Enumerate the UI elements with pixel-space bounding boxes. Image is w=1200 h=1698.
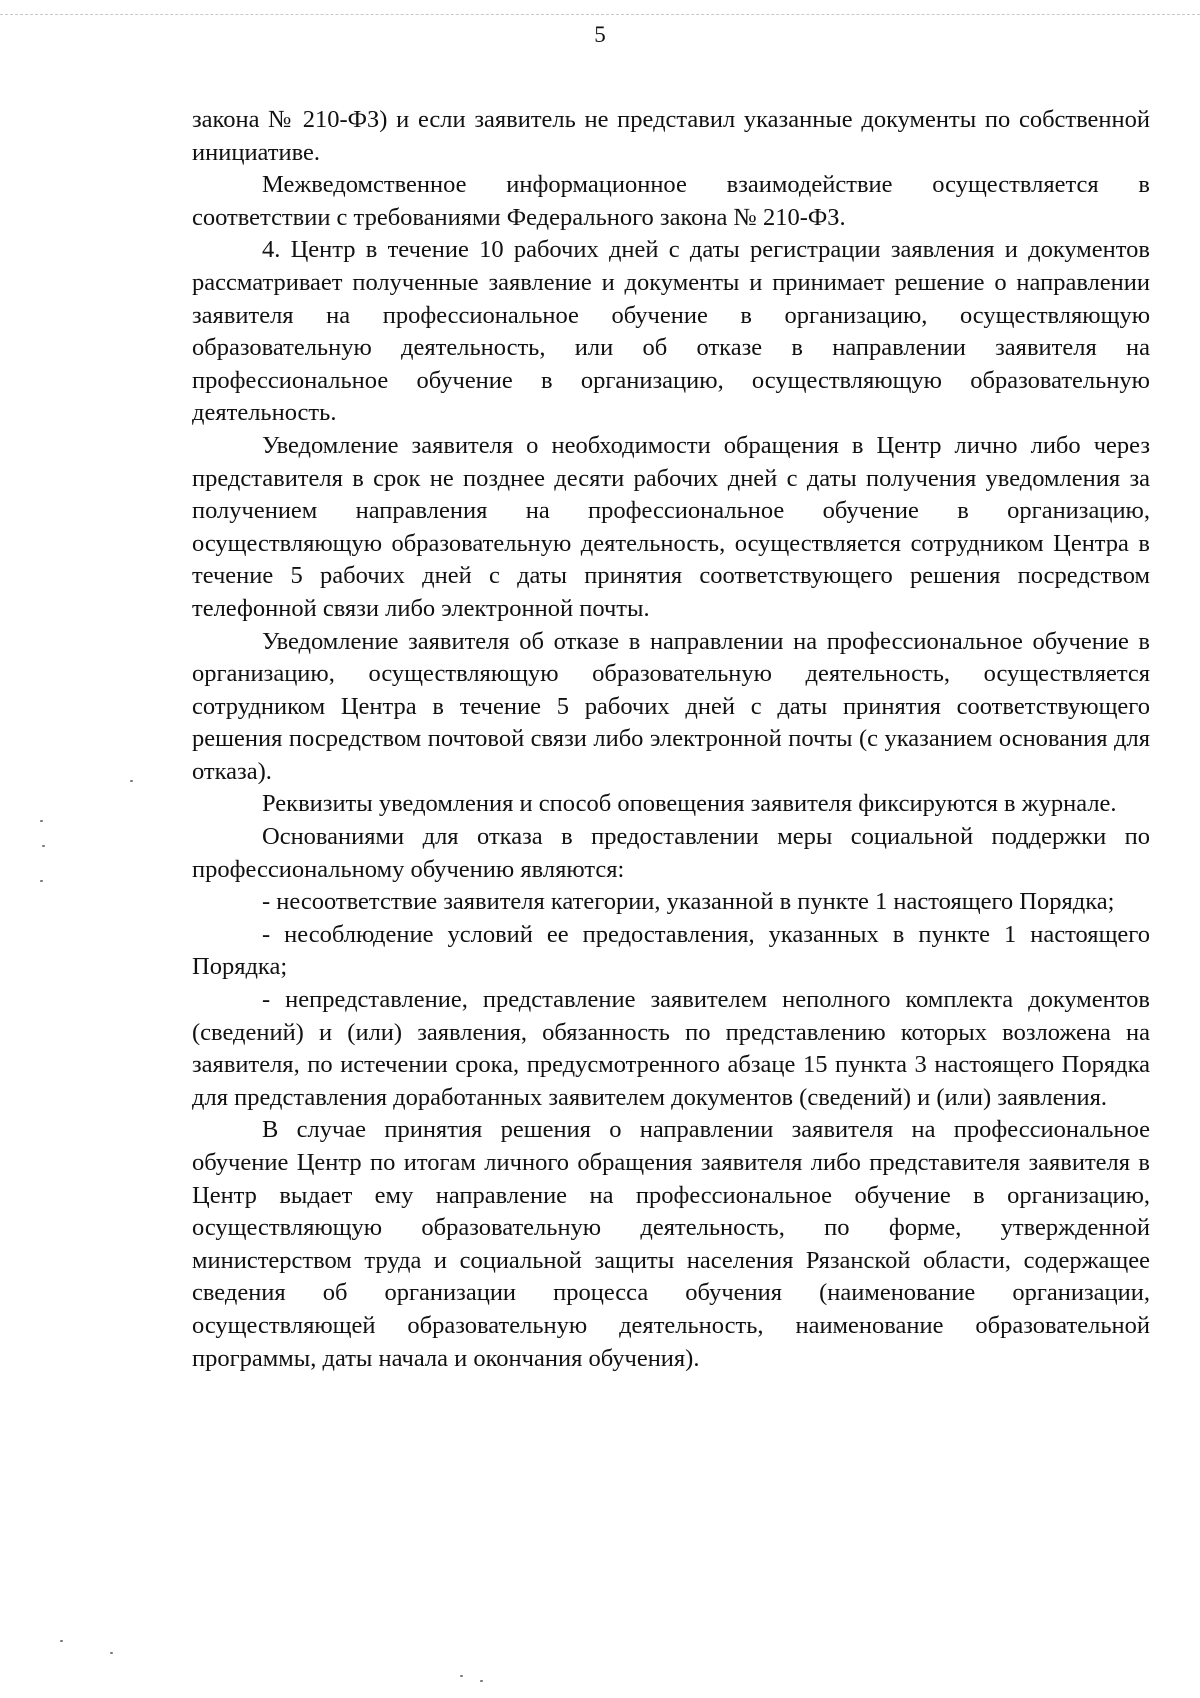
scan-speck: [40, 880, 43, 882]
scan-speck: [480, 1680, 483, 1682]
scan-top-edge: [0, 14, 1200, 15]
paragraph-journal-record: Реквизиты уведомления и способ оповещения заявителя фиксируются в журнале.: [262, 790, 1117, 818]
list-item-conditions-violation: - несоблюдение условий ее предоставления, указанных в пункте 1 настоящего Порядка;: [192, 920, 1150, 981]
paragraph-notification-contact: Уведомление заявителя о необходимости обращения в Центр лично либо через представителя в срок не позднее десяти рабочих дней с даты получения уведомления за получением направления на профессиональное обучение в организацию, осуществляющую образовательную деятельность, осуществляется сотрудником Центра в течение 5 рабочих дней с даты принятия соответствующего решения посредством телефонной связи либо электронной почты.: [192, 431, 1150, 622]
paragraph-interagency-interaction: Межведомственное информационное взаимодействие осуществляется в соответствии с требованиями Федерального закона № 210-ФЗ.: [192, 171, 1150, 231]
paragraph-law-reference: закона № 210-ФЗ) и если заявитель не представил указанные документы по собственной инициативе.: [192, 106, 1150, 166]
page-number: 5: [594, 22, 606, 47]
paragraph-refusal-grounds: Основаниями для отказа в предоставлении меры социальной поддержки по профессиональному обучению являются:: [192, 823, 1150, 883]
list-item-documents-missing: - непредставление, представление заявителем неполного комплекта документов (сведений) и (или) заявления, обязанность по представлению которых возложена на заявителя, по истечении срока, предусмотренного абзаце 15 пункта 3 настоящего Порядка для представления доработанных заявителем документов (сведений) и (или) заявления.: [192, 986, 1150, 1111]
paragraph-referral-issuance: В случае принятия решения о направлении заявителя на профессиональное обучение Центр по итогам личного обращения заявителя либо представителя заявителя в Центр выдает ему направление на профессиональное обучение в организацию, осуществляющую образовательную деятельность, по форме, утвержденной министерством труда и социальной защиты населения Рязанской области, содержащее сведения об организации процесса обучения (наименование организации, осуществляющей образовательную деятельность, наименование образовательной программы, даты начала и окончания обучения).: [192, 1116, 1150, 1372]
scan-speck: [40, 820, 43, 822]
paragraph-item-4-review: 4. Центр в течение 10 рабочих дней с даты регистрации заявления и документов рассматривает полученные заявление и документы и принимает решение о направлении заявителя на профессиональное обучение в организацию, осуществляющую образовательную деятельность, или об отказе в направлении заявителя на профессиональное обучение в организацию, осуществляющую образовательную деятельность.: [192, 236, 1150, 427]
scan-speck: [60, 1640, 63, 1642]
scan-speck: [130, 780, 133, 782]
paragraph-notification-refusal: Уведомление заявителя об отказе в направлении на профессиональное обучение в организацию, осуществляющую образовательную деятельность, осуществляется сотрудником Центра в течение 5 рабочих дней с даты принятия соответствующего решения посредством почтовой связи либо электронной почты (с указанием основания для отказа).: [192, 627, 1150, 785]
scan-speck: [110, 1652, 113, 1654]
document-body: [192, 104, 1150, 1375]
list-item-category-mismatch: - несоответствие заявителя категории, указанной в пункте 1 настоящего Порядка;: [262, 888, 1115, 916]
scan-speck: [460, 1675, 463, 1677]
scan-speck: [42, 845, 45, 847]
